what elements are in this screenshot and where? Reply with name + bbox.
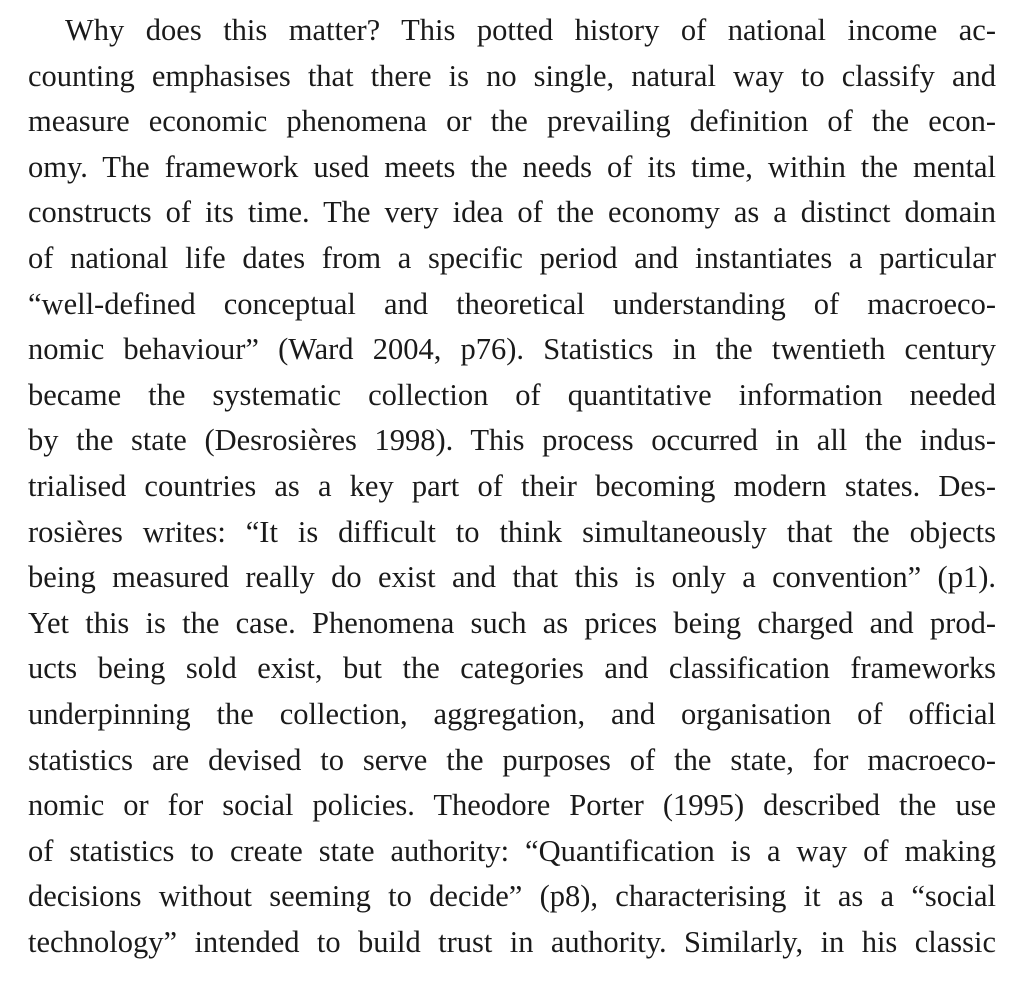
text-line: of national life dates from a specific period and instantiates a particular	[28, 240, 996, 275]
text-line: underpinning the collection, aggregation, and organisation of official	[28, 696, 996, 731]
text-line: statistics are devised to serve the purposes of the state, for macroeco-	[28, 742, 996, 777]
text-line: trialised countries as a key part of their becoming modern states. Des-	[28, 468, 996, 503]
text-line: technology” intended to build trust in authority. Similarly, in his classic	[28, 924, 996, 959]
text-line: became the systematic collection of quantitative information needed	[28, 377, 996, 412]
body-paragraph	[28, 8, 996, 965]
text-line: ucts being sold exist, but the categories and classification frameworks	[28, 651, 996, 686]
text-line: constructs of its time. The very idea of the economy as a distinct domain	[28, 195, 996, 230]
text-line: decisions without seeming to decide” (p8), characterising it as a “social	[28, 879, 996, 914]
text-line: rosières writes: “It is difficult to think simultaneously that the objects	[28, 514, 996, 549]
text-line: being measured really do exist and that this is only a convention” (p1).	[28, 560, 996, 595]
text-line: nomic or for social policies. Theodore Porter (1995) described the use	[28, 788, 996, 823]
text-line: of statistics to create state authority: “Quantification is a way of making	[28, 833, 996, 868]
text-line: nomic behaviour” (Ward 2004, p76). Statistics in the twentieth century	[28, 332, 996, 367]
text-line: Yet this is the case. Phenomena such as prices being charged and prod-	[28, 605, 996, 640]
text-line: by the state (Desrosières 1998). This process occurred in all the indus-	[28, 423, 996, 458]
text-line: counting emphasises that there is no single, natural way to classify and	[28, 58, 996, 93]
text-line: “well-defined conceptual and theoretical understanding of macroeco-	[28, 286, 996, 321]
document-page	[28, 8, 996, 965]
text-line: omy. The framework used meets the needs of its time, within the mental	[28, 149, 996, 184]
text-line: measure economic phenomena or the prevailing definition of the econ-	[28, 104, 996, 139]
text-line: Why does this matter? This potted history of national income ac-	[65, 13, 996, 47]
